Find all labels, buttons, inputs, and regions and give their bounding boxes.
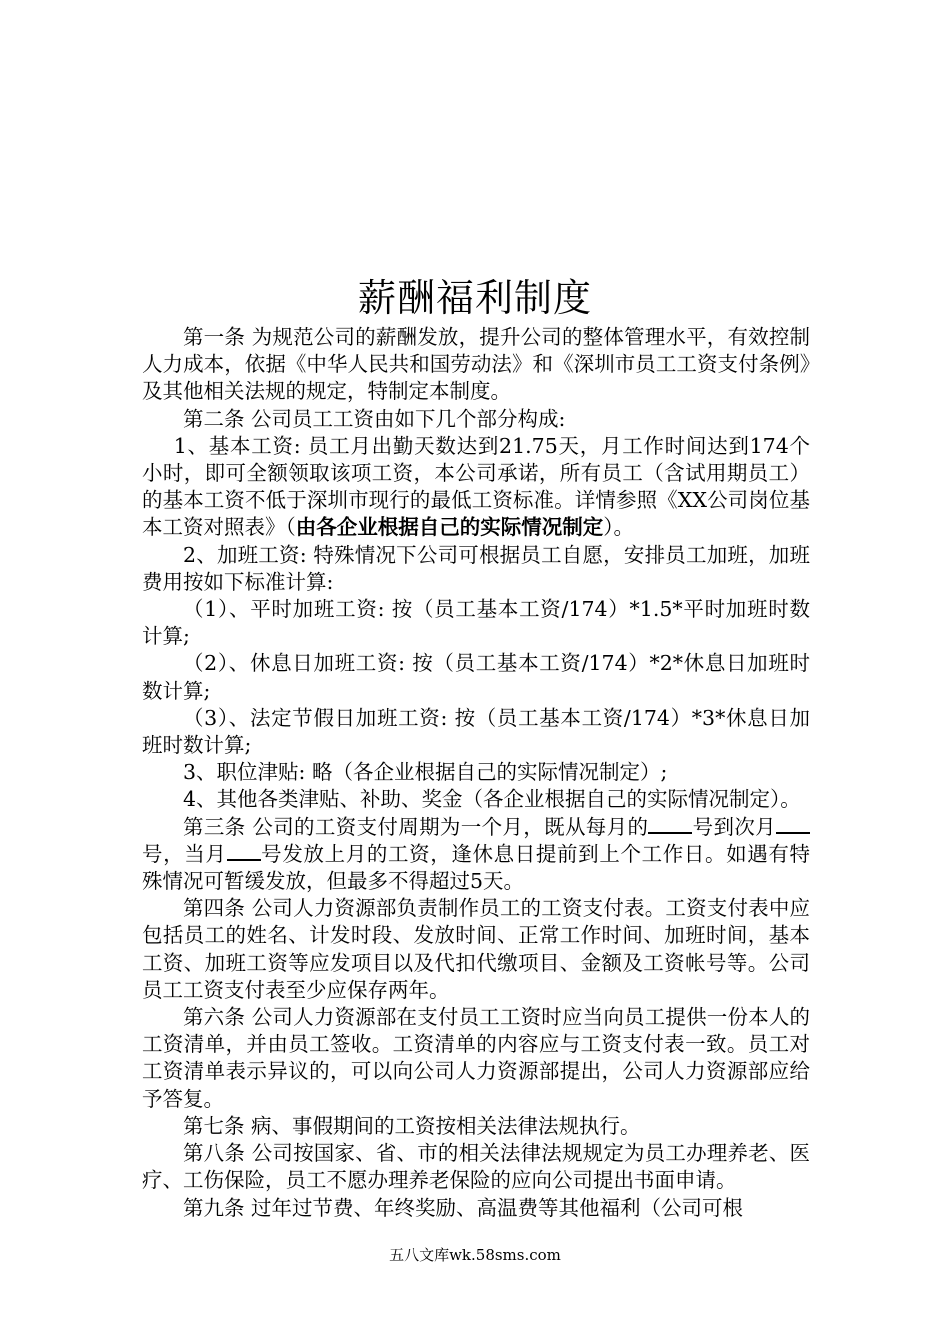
overtime-rest-day: （2）、休息日加班工资: 按（员工基本工资/174）*2*休息日加班时数计算; — [142, 651, 810, 703]
article-3-part-b: 号到次月 — [692, 814, 777, 839]
article-9: 第九条 过年过节费、年终奖励、高温费等其他福利（公司可根 — [183, 1195, 744, 1220]
item-other-allowances: 4、其他各类津贴、补助、奖金（各企业根据自己的实际情况制定）。 — [183, 787, 801, 812]
article-3-part-d: 号发放上月的工资，逢休息日提前到上个工作日。如遇有特殊情况可暂缓发放，但最多不得超过5天。 — [142, 841, 811, 894]
blank-start-day — [648, 814, 692, 834]
article-4: 第四条 公司人力资源部负责制作员工的工资支付表。工资支付表中应包括员工的姓名、计发时段、发放时间、正常工作时间、加班时间，基本工资、加班工资等应发项目以及代扣代缴项目、金额及工资帐号等。公司员工工资支付表至少应保存两年。 — [142, 896, 810, 1002]
article-1: 第一条 为规范公司的薪酬发放，提升公司的整体管理水平，有效控制人力成本，依据《中华人民共和国劳动法》和《深圳市员工工资支付条例》及其他相关法规的规定，特制定本制度。 — [142, 325, 810, 404]
article-2: 第二条 公司员工工资由如下几个部分构成: — [183, 406, 566, 431]
page-footer: 五八文库wk.58sms.com — [389, 1246, 561, 1264]
article-3-part-c: 号，当月 — [142, 841, 227, 866]
item-basic-salary-bold-note: 由各企业根据自己的实际情况制定 — [295, 515, 604, 540]
item-basic-salary — [142, 433, 810, 542]
overtime-holiday: （3）、法定节假日加班工资: 按（员工基本工资/174）*3*休息日加班时数计算; — [142, 705, 810, 758]
blank-pay-day — [227, 841, 261, 861]
article-8: 第八条 公司按国家、省、市的相关法律法规规定为员工办理养老、医疗、工伤保险，员工不愿办理养老保险的应向公司提出书面申请。 — [142, 1141, 810, 1193]
item-overtime-pay: 2、加班工资: 特殊情况下公司可根据员工自愿，安排员工加班，加班费用按如下标准计算: — [142, 542, 810, 594]
item-position-allowance: 3、职位津贴: 略（各企业根据自己的实际情况制定）; — [183, 760, 668, 785]
item-basic-salary-text: 1、基本工资: 员工月出勤天数达到21.75天，月工作时间达到174个小时，即可全额领取该项工资，本公司承诺，所有员工（含试用期员工）的基本工资不低于深圳市现行的最低工资标准。详情参照《XX公司岗位基本工资对照表》（ — [142, 433, 810, 540]
blank-end-day — [776, 814, 810, 834]
article-3-part-a: 第三条 公司的工资支付周期为一个月，既从每月的 — [183, 814, 649, 839]
document-body — [142, 324, 810, 1222]
item-basic-salary-end: ）。 — [603, 515, 634, 540]
article-7: 第七条 病、事假期间的工资按相关法律法规执行。 — [183, 1113, 641, 1138]
overtime-weekday: （1）、平时加班工资: 按（员工基本工资/174）*1.5*平时加班时数计算; — [142, 597, 810, 649]
article-6: 第六条 公司人力资源部在支付员工工资时应当向员工提供一份本人的工资清单，并由员工签收。工资清单的内容应与工资支付表一致。员工对工资清单表示异议的，可以向公司人力资源部提出，公司人力资源部应给予答复。 — [142, 1005, 810, 1111]
document-title: 薪酬福利制度 — [357, 276, 592, 320]
article-3 — [142, 814, 810, 896]
